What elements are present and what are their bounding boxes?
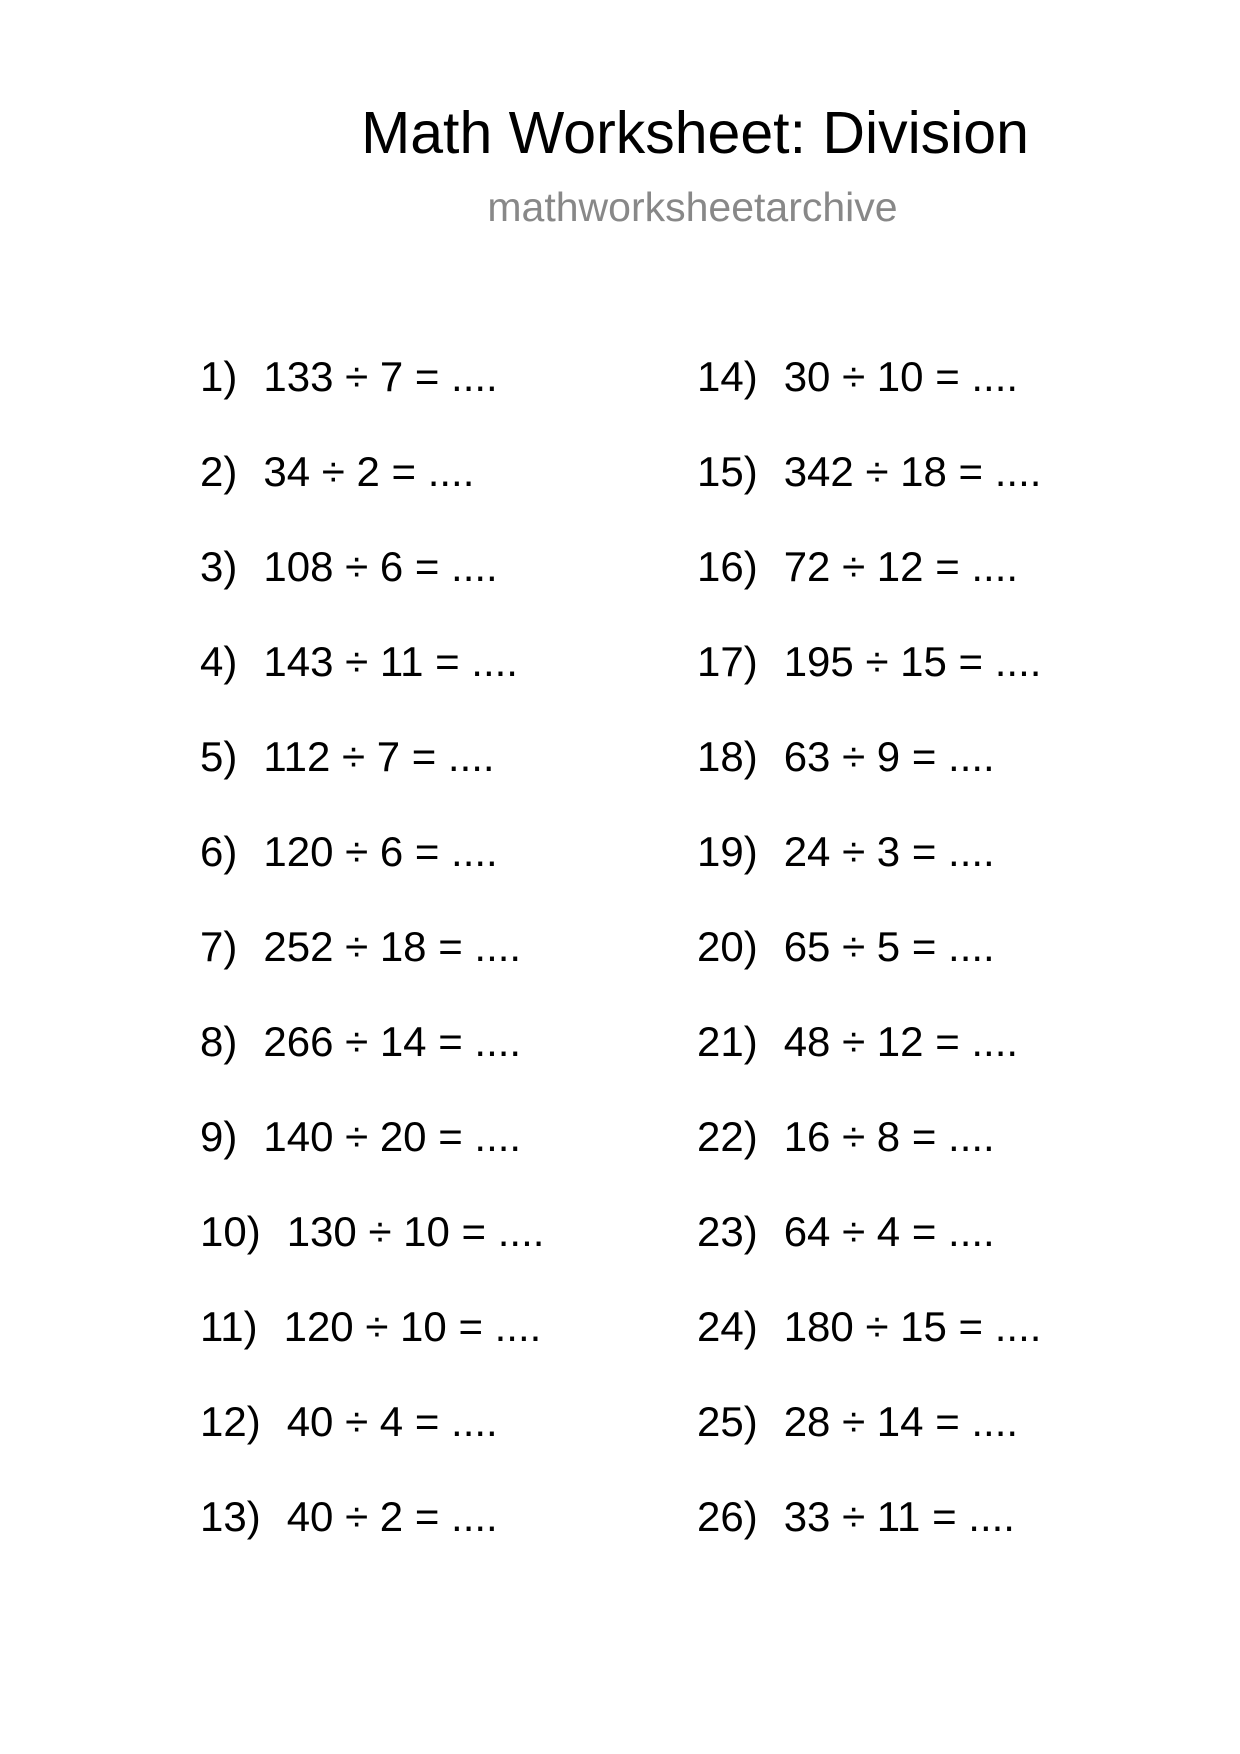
problem-number: 19): [697, 828, 758, 875]
problem-item: [200, 1397, 544, 1492]
problem-number: 10): [200, 1208, 261, 1255]
problem-item: [697, 637, 1041, 732]
problem-column-left: [200, 352, 544, 1587]
problem-number: 23): [697, 1208, 758, 1255]
problem-number: 3): [200, 543, 238, 590]
problem-expression: 64 ÷ 4 = ....: [783, 1208, 995, 1255]
problem-number: 13): [200, 1493, 261, 1540]
problem-item: [200, 922, 544, 1017]
problem-number: 12): [200, 1398, 261, 1445]
problem-number: 9): [200, 1113, 238, 1160]
problem-expression: 34 ÷ 2 = ....: [263, 448, 475, 495]
problem-item: [697, 1017, 1041, 1112]
problem-item: [697, 1112, 1041, 1207]
problem-expression: 33 ÷ 11 = ....: [783, 1493, 1015, 1540]
problem-item: [200, 1302, 544, 1397]
problem-expression: 30 ÷ 10 = ....: [783, 353, 1019, 400]
problem-number: 7): [200, 923, 238, 970]
problem-item: [200, 637, 544, 732]
problem-item: [697, 922, 1041, 1017]
problem-item: [200, 1112, 544, 1207]
problem-number: 14): [697, 353, 758, 400]
problem-expression: 16 ÷ 8 = ....: [783, 1113, 995, 1160]
problem-number: 6): [200, 828, 238, 875]
problem-expression: 40 ÷ 4 = ....: [286, 1398, 498, 1445]
problem-expression: 252 ÷ 18 = ....: [263, 923, 522, 970]
problem-number: 25): [697, 1398, 758, 1445]
problem-item: [697, 542, 1041, 637]
problem-expression: 130 ÷ 10 = ....: [286, 1208, 545, 1255]
problem-number: 18): [697, 733, 758, 780]
problem-item: [200, 1492, 544, 1587]
problem-expression: 24 ÷ 3 = ....: [783, 828, 995, 875]
problem-number: 20): [697, 923, 758, 970]
problem-number: 16): [697, 543, 758, 590]
problem-number: 22): [697, 1113, 758, 1160]
problem-expression: 266 ÷ 14 = ....: [263, 1018, 522, 1065]
problem-item: [697, 827, 1041, 922]
problem-expression: 180 ÷ 15 = ....: [783, 1303, 1042, 1350]
problem-column-right: [697, 352, 1041, 1587]
problem-item: [200, 827, 544, 922]
problem-expression: 120 ÷ 10 = ....: [283, 1303, 542, 1350]
problem-item: [697, 1397, 1041, 1492]
problem-expression: 108 ÷ 6 = ....: [263, 543, 498, 590]
problem-expression: 63 ÷ 9 = ....: [783, 733, 995, 780]
problem-item: [200, 352, 544, 447]
page-subtitle: mathworksheetarchive: [487, 184, 898, 230]
problem-number: 8): [200, 1018, 238, 1065]
problem-item: [697, 732, 1041, 827]
problem-number: 21): [697, 1018, 758, 1065]
problem-expression: 143 ÷ 11 = ....: [263, 638, 518, 685]
problem-expression: 195 ÷ 15 = ....: [783, 638, 1042, 685]
problem-number: 4): [200, 638, 238, 685]
problem-number: 2): [200, 448, 238, 495]
problem-expression: 133 ÷ 7 = ....: [263, 353, 498, 400]
problem-expression: 28 ÷ 14 = ....: [783, 1398, 1019, 1445]
problem-item: [200, 732, 544, 827]
problem-number: 5): [200, 733, 238, 780]
problem-expression: 72 ÷ 12 = ....: [783, 543, 1019, 590]
problem-expression: 342 ÷ 18 = ....: [783, 448, 1042, 495]
problem-number: 15): [697, 448, 758, 495]
problem-item: [200, 1207, 544, 1302]
page-title: Math Worksheet: Division: [361, 100, 1029, 166]
problem-item: [200, 447, 544, 542]
problem-expression: 112 ÷ 7 = ....: [263, 733, 495, 780]
problem-item: [697, 447, 1041, 542]
problem-expression: 120 ÷ 6 = ....: [263, 828, 498, 875]
problem-item: [697, 1492, 1041, 1587]
problem-number: 11): [200, 1303, 258, 1350]
problem-item: [697, 1207, 1041, 1302]
problem-expression: 40 ÷ 2 = ....: [286, 1493, 498, 1540]
problem-item: [200, 1017, 544, 1112]
problem-expression: 140 ÷ 20 = ....: [263, 1113, 522, 1160]
problem-expression: 48 ÷ 12 = ....: [783, 1018, 1019, 1065]
problem-expression: 65 ÷ 5 = ....: [783, 923, 995, 970]
problem-number: 17): [697, 638, 758, 685]
problem-item: [697, 352, 1041, 447]
problem-number: 26): [697, 1493, 758, 1540]
problem-number: 1): [200, 353, 238, 400]
problem-number: 24): [697, 1303, 758, 1350]
problem-item: [200, 542, 544, 637]
problem-item: [697, 1302, 1041, 1397]
